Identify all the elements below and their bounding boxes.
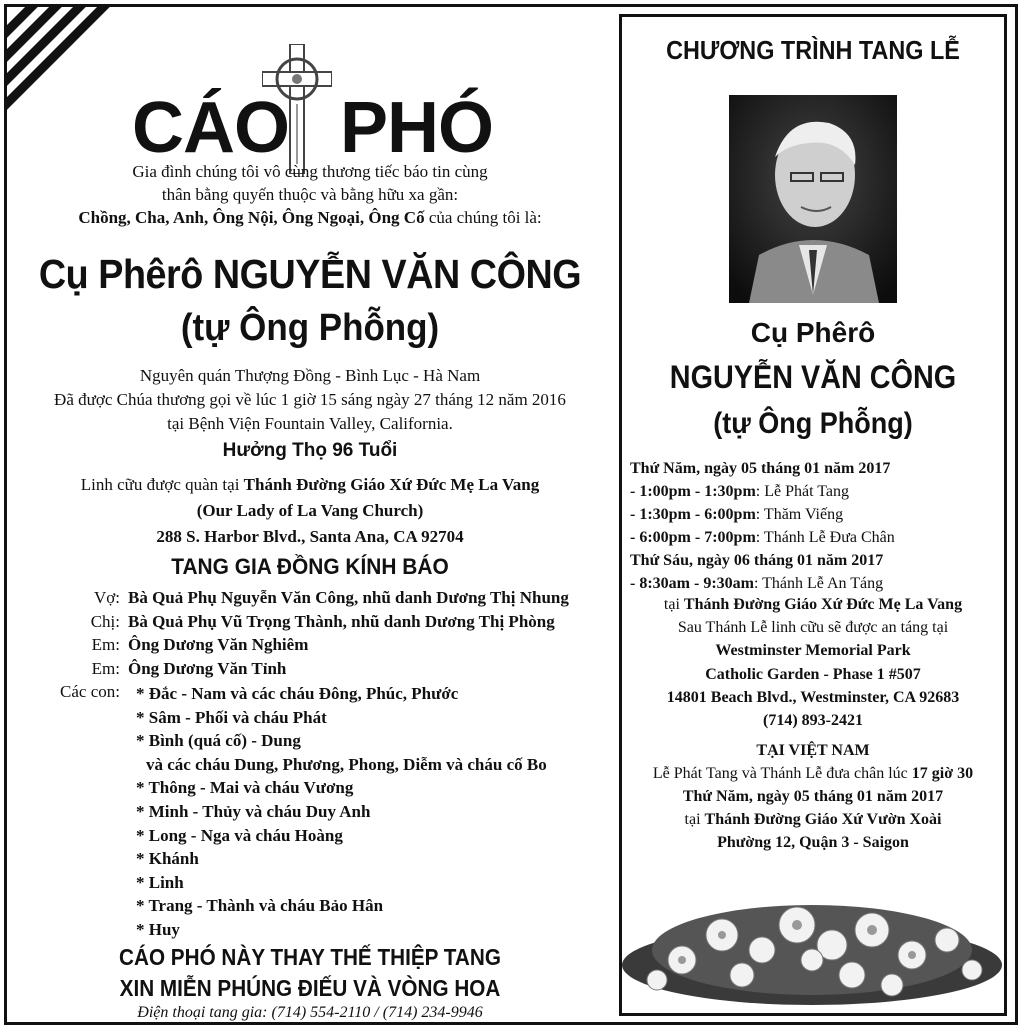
schedule-item — [630, 572, 1002, 595]
obituary-panel — [10, 8, 610, 1021]
burial-line: (714) 893-2421 — [763, 712, 863, 730]
program-title: CHƯƠNG TRÌNH TANG LỄ — [666, 35, 960, 65]
closing-notice — [40, 942, 580, 1004]
child-item: * Linh — [136, 872, 184, 892]
funeral-program-panel — [619, 14, 1007, 1016]
child-item: * Minh - Thủy và cháu Duy Anh — [136, 801, 371, 821]
deceased-name: Cụ Phêrô NGUYỄN VĂN CÔNG — [38, 251, 582, 297]
event-time: - 1:30pm - 6:00pm — [630, 506, 756, 523]
child-item: * Trang - Thành và cháu Bảo Hân — [136, 896, 384, 916]
vn-line — [622, 762, 1004, 785]
church-prefix: Linh cữu được quàn tại — [80, 475, 244, 494]
child-item: * Sâm - Phối và cháu Phát — [136, 707, 327, 727]
event-name: : Thánh Lễ An Táng — [753, 575, 884, 592]
bio-line: Nguyên quán Thượng Đồng - Bình Lục - Hà Nam — [139, 366, 481, 385]
burial-line: Catholic Garden - Phase 1 #507 — [705, 665, 921, 683]
child-item: và các cháu Dung, Phương, Phong, Diễm và cháu cố Bo — [146, 754, 547, 774]
family-member: Ông Dương Văn Tỉnh — [128, 658, 287, 678]
relations-line — [10, 206, 610, 229]
child-item: * Đắc - Nam và các cháu Đông, Phúc, Phước — [136, 684, 459, 703]
schedule-item — [630, 480, 1002, 503]
church-line — [10, 472, 610, 498]
title-right-word: PHÓ — [340, 88, 494, 168]
burial-info — [622, 593, 1004, 732]
age-line: Hưởng Thọ 96 Tuổi — [222, 440, 398, 461]
bio-line: tại Bệnh Viện Fountain Valley, California. — [167, 414, 453, 433]
obituary-title — [10, 36, 610, 166]
event-time: - 8:30am - 9:30am — [630, 575, 754, 592]
child-item: * Bình (quá cố) - Dung — [136, 731, 301, 751]
event-name: : Thánh Lễ Đưa Chân — [755, 529, 895, 546]
event-time: - 6:00pm - 7:00pm — [630, 529, 756, 546]
portrait-photo — [729, 95, 897, 303]
vn-date: Thứ Năm, ngày 05 tháng 01 năm 2017 — [682, 788, 944, 805]
event-time: - 1:00pm - 1:30pm — [630, 483, 756, 500]
closing-line: CÁO PHÓ NÀY THAY THẾ THIỆP TANG — [119, 944, 501, 970]
family-member: Ông Dương Văn Nghiêm — [128, 635, 309, 654]
day1-heading — [630, 457, 1002, 480]
viewing-location — [10, 472, 610, 550]
closing-line: XIN MIỄN PHÚNG ĐIẾU VÀ VÒNG HOA — [119, 975, 501, 1001]
mass-place: Thánh Đường Giáo Xứ Đức Mẹ La Vang — [683, 596, 963, 613]
family-row — [50, 657, 610, 681]
vn-prefix: Lễ Phát Tang và Thánh Lễ đưa chân lúc — [652, 765, 912, 782]
program-name-title: Cụ Phêrô — [750, 317, 876, 348]
children-label: Các con: — [60, 682, 120, 701]
deceased-alias: (tự Ông Phỗng) — [180, 307, 440, 349]
children-list — [136, 682, 616, 942]
event-name: : Thăm Viếng — [755, 506, 844, 523]
intro-text — [10, 160, 610, 229]
schedule — [630, 457, 1002, 595]
church-name: Thánh Đường Giáo Xứ Đức Mẹ La Vang — [243, 475, 540, 494]
mass-location — [622, 593, 1004, 616]
event-name: : Lễ Phát Tang — [755, 483, 849, 500]
vn-address: Phường 12, Quận 3 - Saigon — [717, 834, 909, 851]
family-relation: Em: — [91, 658, 120, 678]
relations-bold: Chồng, Cha, Anh, Ông Nội, Ông Ngoại, Ông Cố — [78, 208, 425, 227]
family-phone: Điện thoại tang gia: (714) 554-2110 / (714) 234-9946 — [137, 1004, 483, 1021]
child-item: * Long - Nga và cháu Hoàng — [136, 825, 343, 845]
vn-heading: TẠI VIỆT NAM — [756, 742, 870, 759]
vietnam-service — [622, 739, 1004, 854]
family-row — [50, 610, 610, 634]
vn-line — [622, 808, 1004, 831]
family-row — [50, 586, 610, 610]
family-relation: Chị: — [90, 611, 120, 631]
bio-line: Đã được Chúa thương gọi về lúc 1 giờ 15 sáng ngày 27 tháng 12 năm 2016 — [54, 390, 566, 409]
family-relation: Vợ: — [94, 588, 120, 607]
church-english: (Our Lady of La Vang Church) — [196, 501, 424, 520]
church-address: 288 S. Harbor Blvd., Santa Ana, CA 92704 — [156, 527, 464, 546]
vn-place-prefix: tại — [684, 811, 705, 828]
child-item: * Khánh — [136, 849, 199, 869]
burial-intro: Sau Thánh Lễ linh cữu sẽ được an táng tại — [677, 619, 949, 637]
child-item: * Huy — [136, 919, 180, 939]
schedule-item — [630, 526, 1002, 549]
child-item: * Thông - Mai và cháu Vương — [136, 778, 354, 798]
biography — [10, 364, 610, 436]
celtic-cross-icon — [262, 44, 332, 174]
family-member: Bà Quả Phụ Vũ Trọng Thành, nhũ danh Dương Thị Phòng — [128, 611, 555, 631]
day2-heading: Thứ Sáu, ngày 06 tháng 01 năm 2017 — [630, 552, 884, 569]
vn-time: 17 giờ 30 — [911, 765, 974, 782]
title-left-word: CÁO — [132, 88, 289, 168]
burial-line: 14801 Beach Blvd., Westminster, CA 92683 — [666, 688, 960, 706]
program-name: NGUYỄN VĂN CÔNG — [669, 359, 957, 395]
schedule-item — [630, 503, 1002, 526]
day1-bold: Thứ Năm — [630, 460, 697, 477]
family-member: Bà Quả Phụ Nguyễn Văn Công, nhũ danh Dương Thị Nhung — [128, 588, 569, 607]
vn-place: Thánh Đường Giáo Xứ Vườn Xoài — [704, 811, 942, 828]
burial-line: Westminster Memorial Park — [715, 642, 911, 660]
relations-rest: của chúng tôi là: — [424, 208, 542, 227]
intro-line: thân bằng quyến thuộc và bằng hữu xa gần: — [161, 185, 459, 204]
family-relation: Em: — [91, 635, 120, 654]
family-heading: TANG GIA ĐỒNG KÍNH BÁO — [171, 554, 449, 579]
intro-line: Gia đình chúng tôi vô cùng thương tiếc báo tin cùng — [132, 162, 488, 181]
mass-prefix: tại — [663, 596, 684, 613]
day1-date: , ngày 05 tháng 01 năm 2017 — [696, 460, 891, 477]
family-row — [50, 633, 610, 657]
flower-arrangement-image — [622, 855, 1004, 1015]
program-alias: (tự Ông Phỗng) — [713, 407, 913, 440]
